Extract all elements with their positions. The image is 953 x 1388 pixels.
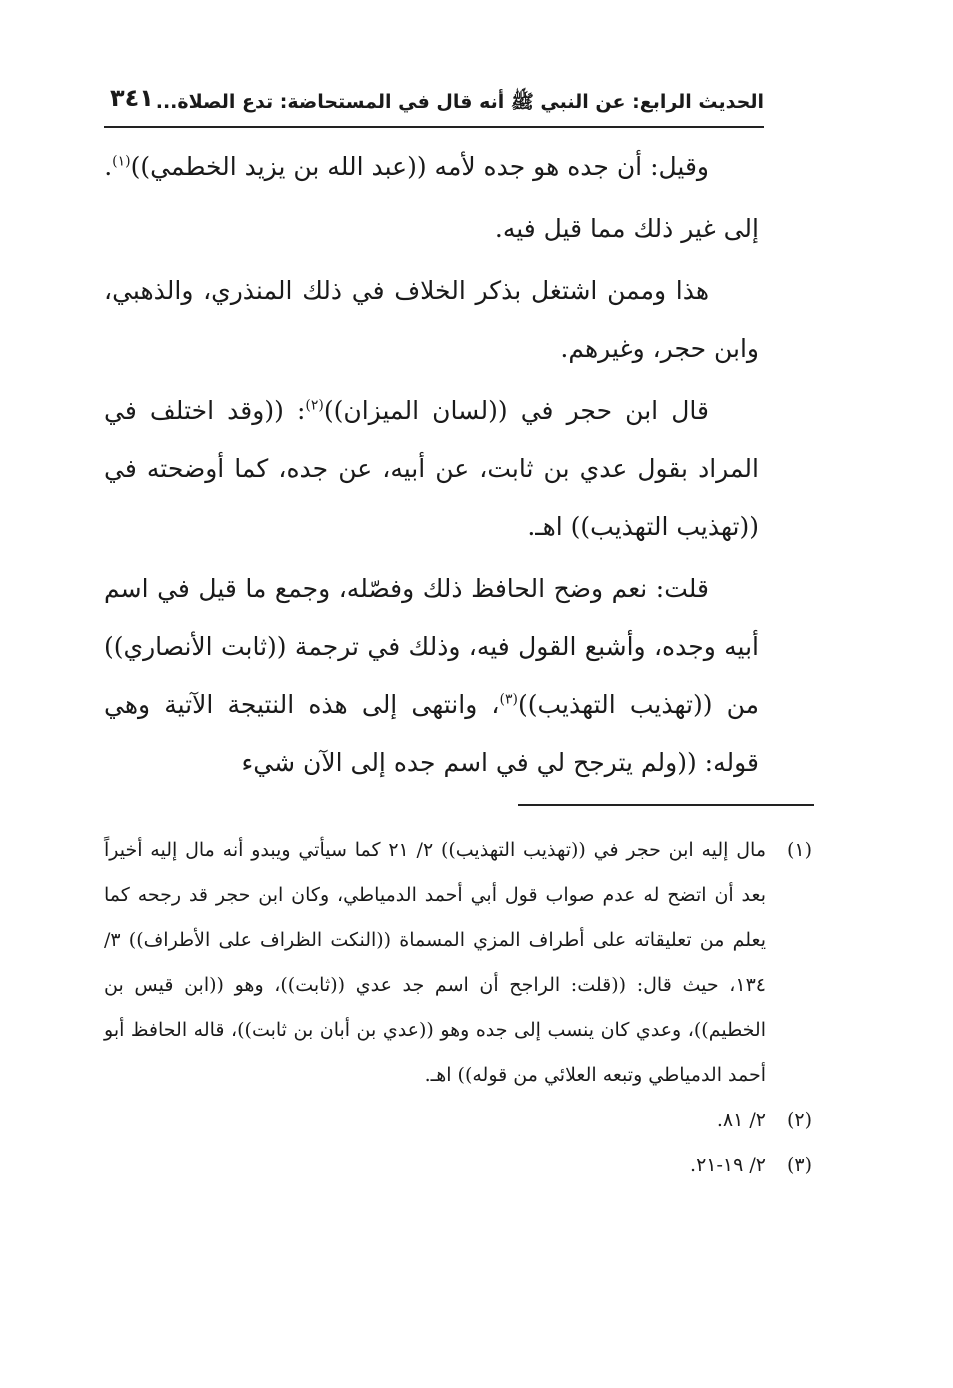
paragraph-1-text: وقيل: أن جده هو جده لأمه ((عبد الله بن يزيد الخطمي)): [130, 152, 709, 181]
paragraph-5: [104, 560, 759, 792]
footnote-3: [104, 1143, 812, 1188]
footnote-1-text: مال إليه ابن حجر في ((تهذيب التهذيب)) ٢/ ٢١ كما سيأتي ويبدو أنه مال إليه أخيراً بعد أن اتضح له عدم صواب قول أبي أحمد الدمياطي، وكان ابن حجر قد رجحه كما يعلم من تعليقاته على أطراف المزي المسماة ((النكت الظراف على الأطراف)) ٣/ ١٣٤، حيث قال: ((قلت: الراجح أن اسم جد عدي ((ثابت))، وهو ((ابن قيس بن الخطيم))، وعدي كان ينسب إلى جده وهو ((عدي بن أبان بن ثابت))، قاله الحافظ أبو أحمد الدمياطي وتبعه العلائي من قوله)) اهـ.: [104, 839, 766, 1086]
paragraph-1: [104, 138, 759, 196]
paragraph-4: [104, 382, 759, 556]
footnotes: [104, 828, 812, 1188]
header-rule: [104, 126, 764, 128]
footnote-ref-3: (٣): [499, 691, 518, 708]
paragraph-5-text: قلت: نعم وضح الحافظ ذلك وفصّله، وجمع ما قيل في اسم أبيه وجده، وأشبع القول فيه، وذلك في ترجمة ((ثابت الأنصاري)) من ((تهذيب التهذيب)): [104, 574, 759, 719]
paragraph-5-end: ، وانتهى إلى هذه النتيجة الآتية وهي قوله: ((ولم يترجح لي في اسم جده إلى الآن شيء: [104, 690, 759, 777]
footnote-3-text: ٢/ ١٩-٢١.: [690, 1154, 766, 1176]
paragraph-2: إلى غير ذلك مما قيل فيه.: [494, 214, 759, 243]
paragraph-4-end: : ((وقد اختلف في المراد بقول عدي بن ثابت، عن أبيه، عن جده، كما أوضحته في ((تهذيب التهذيب)) اهـ.: [104, 396, 759, 541]
main-text: [104, 138, 759, 796]
footnote-1: [104, 828, 812, 1098]
paragraph-4-text: قال ابن حجر في ((لسان الميزان)): [323, 396, 709, 425]
footnote-separator: [518, 804, 814, 806]
footnote-1-number: (١): [786, 839, 812, 861]
paragraph-3: هذا وممن اشتغل بذكر الخلاف في ذلك المنذري، والذهبي، وابن حجر، وغيرهم.: [104, 276, 759, 363]
header-title: الحديث الرابع: عن النبي ﷺ أنه قال في المستحاضة: تدع الصلاة...: [155, 91, 764, 113]
footnote-ref-2: (٢): [305, 397, 324, 414]
paragraph-1-end: .: [104, 152, 113, 181]
page-number: ٣٤١: [110, 84, 154, 112]
footnote-2-number: (٢): [786, 1109, 812, 1131]
running-header: [104, 84, 764, 124]
footnote-3-number: (٣): [786, 1154, 812, 1176]
footnote-2: [104, 1098, 812, 1143]
footnote-2-text: ٢/ ٨١.: [716, 1109, 766, 1131]
footnote-ref-1: (١): [112, 153, 131, 170]
